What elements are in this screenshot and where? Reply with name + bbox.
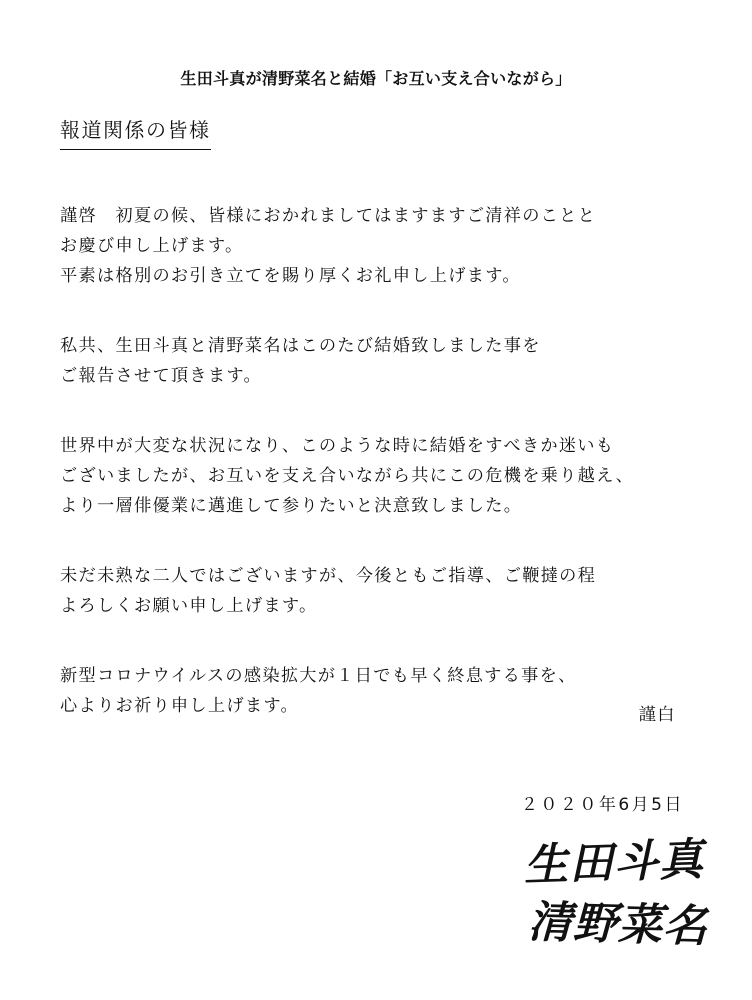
text-line: 新型コロナウイルスの感染拡大が１日でも早く終息する事を、 (60, 666, 577, 686)
paragraph (60, 331, 700, 391)
salutation: 報道関係の皆様 (60, 114, 211, 150)
signature-line-2: 清野菜名 (527, 896, 709, 953)
text-line: 平素は格別のお引き立てを賜り厚くお礼申し上げます。 (60, 266, 521, 286)
paragraph (60, 661, 700, 721)
text-line: ございましたが、お互いを支え合いながら共にこの危機を乗り越え、 (60, 466, 635, 486)
text-line: 私共、生田斗真と清野菜名はこのたび結婚致しました事を (60, 336, 541, 356)
text-line: 未だ未熟な二人ではございますが、今後ともご指導、ご鞭撻の程 (60, 566, 597, 586)
paragraph (60, 431, 700, 521)
text-line: ご報告させて頂きます。 (60, 366, 262, 386)
text-line: 謹啓 初夏の候、皆様におかれましてはますますご清祥のことと (60, 206, 597, 226)
date: ２０２０年6月5日 (520, 795, 684, 815)
letter-body (60, 201, 700, 761)
handwritten-signature (520, 825, 720, 955)
paragraph (60, 561, 700, 621)
text-line: 心よりお祈り申し上げます。 (60, 696, 299, 716)
closing-remark: 謹白 (638, 705, 676, 725)
paragraph (60, 201, 700, 291)
text-line: 世界中が大変な状況になり、このような時に結婚をすべきか迷いも (60, 436, 615, 456)
headline: 生田斗真が清野菜名と結婚「お互い支え合いながら」 (180, 69, 572, 88)
signature-line-1: 生田斗真 (523, 834, 705, 892)
text-line: よろしくお願い申し上げます。 (60, 596, 318, 616)
text-line: お慶び申し上げます。 (60, 236, 244, 256)
text-line: より一層俳優業に邁進して参りたいと決意致しました。 (60, 496, 523, 516)
